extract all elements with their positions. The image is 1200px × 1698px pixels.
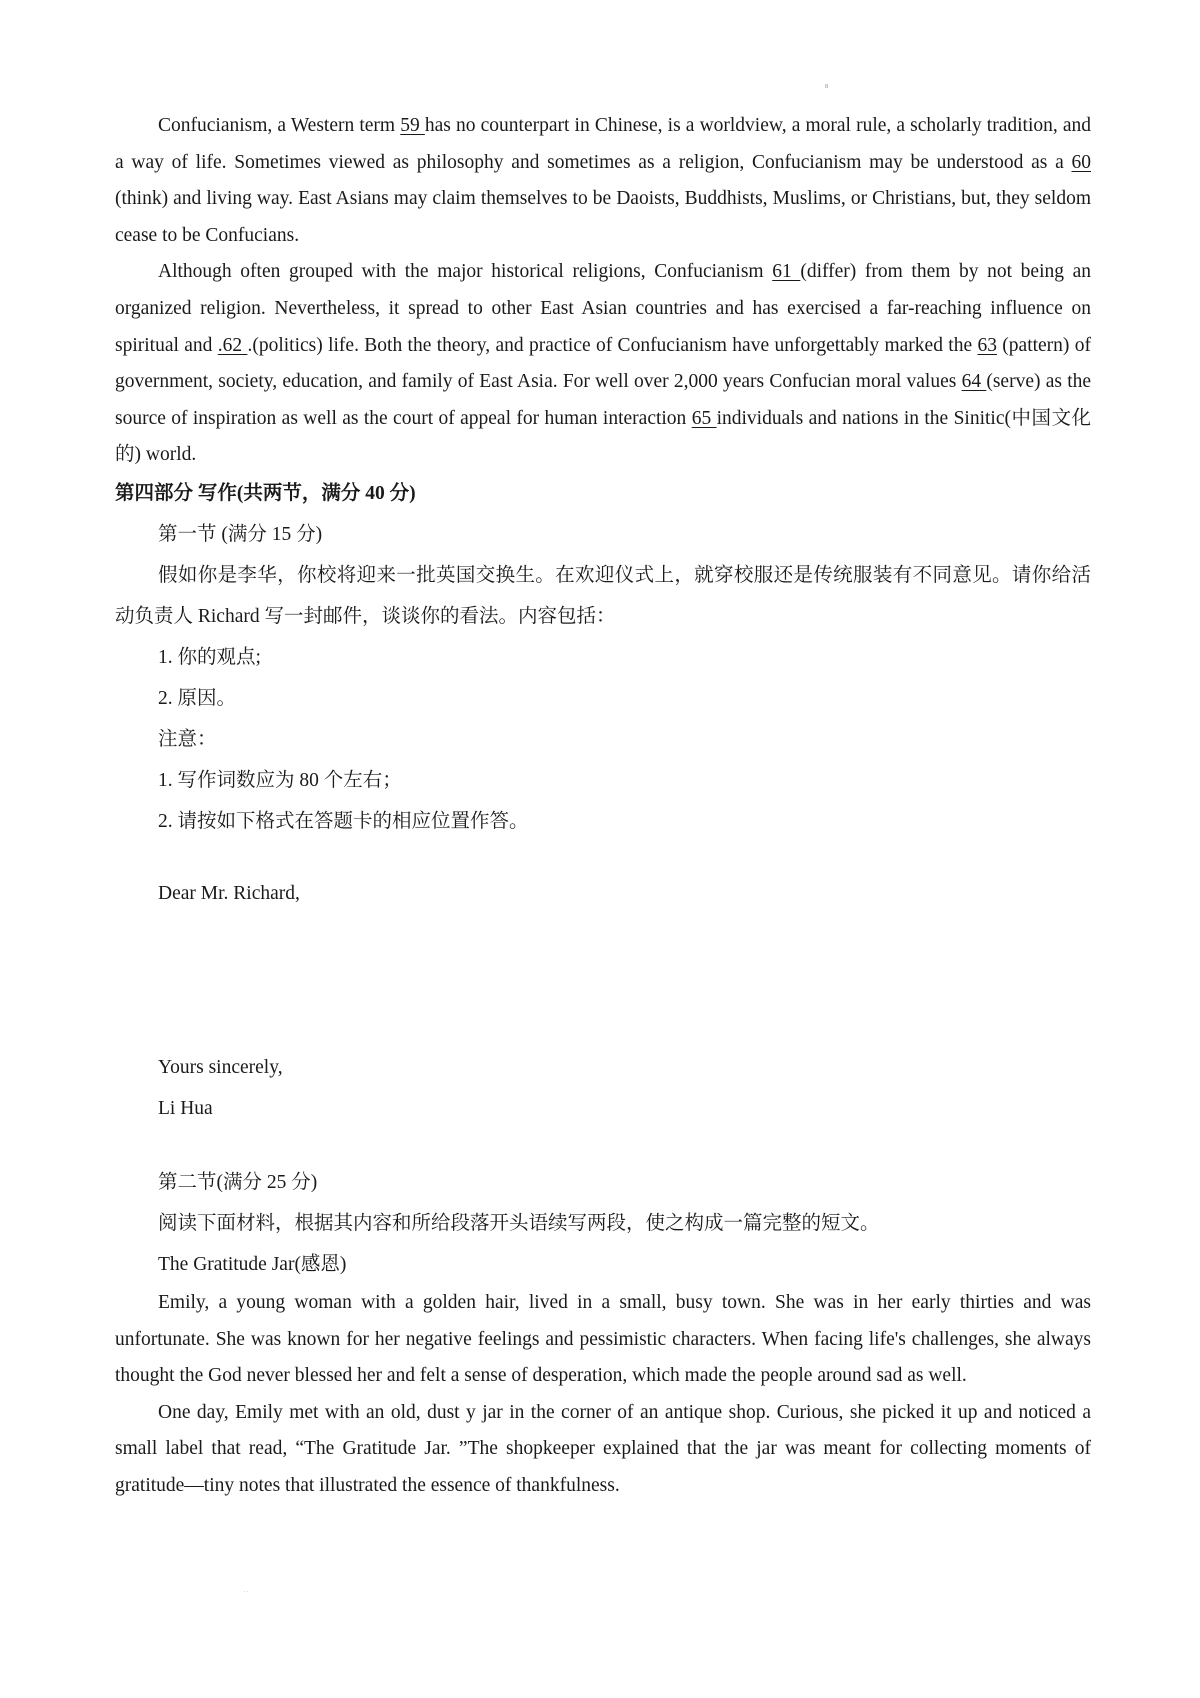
page-mark: 8 <box>825 84 828 90</box>
part2-title: 第二节(满分 25 分) <box>158 1171 318 1193</box>
section-heading: 第四部分 写作(共两节，满分 40 分) <box>115 482 416 504</box>
spacer <box>115 842 1091 873</box>
blank-59[interactable]: 59 <box>400 115 425 136</box>
page-content <box>115 108 1091 1505</box>
note-2: 2. 请按如下格式在答题卡的相应位置作答。 <box>158 810 529 832</box>
blank-61[interactable]: 61 <box>772 261 801 283</box>
part1-item-1: 1. 你的观点; <box>158 646 261 668</box>
blank-64[interactable]: 64 <box>961 371 987 393</box>
part1-item-2: 2. 原因。 <box>158 687 237 709</box>
story-paragraph-1: Emily, a young woman with a golden hair, lived in a small, busy town. She was in her early thirties and was unfortunate. She was known for her negative feelings and pessimistic characters. When facing life's challenges, she always thought the God never blessed her and felt a sense of desperation, which made the people around sad as well. <box>115 1291 1091 1387</box>
blank-62[interactable]: .62 <box>217 334 248 356</box>
part2-prompt: 阅读下面材料，根据其内容和所给段落开头语续写两段，使之构成一篇完整的短文。 <box>158 1212 880 1234</box>
story-paragraph-2: One day, Emily met with an old, dust y jar in the corner of an antique shop. Curious, she picked it up and noticed a small label that read, “The Gratitude Jar. ”The shopkeeper explained that the jar was meant for collecting moments of gratitude—tiny notes that illustrated the essence of thankfulness. <box>115 1401 1091 1496</box>
footer-mark: . . <box>244 1588 249 1594</box>
letter-body-space <box>115 914 1091 1047</box>
part1-title: 第一节 (满分 15 分) <box>158 523 323 545</box>
note-label: 注意： <box>158 728 217 750</box>
blank-65[interactable]: 65 <box>691 407 717 429</box>
letter-closing: Yours sincerely, <box>158 1056 283 1078</box>
blank-60[interactable]: 60 <box>1071 151 1091 173</box>
letter-salutation: Dear Mr. Richard, <box>158 882 300 904</box>
story-title: The Gratitude Jar(感恩) <box>158 1253 347 1275</box>
passage-paragraph-2: Although often grouped with the major historical religions, Confucianism 61 (differ) from them by not being an organized religion. Nevertheless, it spread to other East Asian countries and has exercised a far-reaching influence on spiritual and .62 .(politics) life. Both the theory, and practice of Confucianism have unforgettably marked the 63 (pattern) of government, society, education, and family of East Asia. For well over 2,000 years Confucian moral values 64 (serve) as the source of inspiration as well as the court of appeal for human interaction 65 individuals and nations in the Sinitic(中国文化的) world. <box>115 261 1092 466</box>
letter-signature: Li Hua <box>158 1097 213 1119</box>
blank-63[interactable]: 63 <box>977 334 997 356</box>
spacer <box>115 1129 1091 1162</box>
passage-paragraph-1: Confucianism, a Western term 59 has no counterpart in Chinese, is a worldview, a moral rule, a scholarly tradition, and a way of life. Sometimes viewed as philosophy and sometimes as a religion, Confucianism may be understood as a 60 (think) and living way. East Asians may claim themselves to be Daoists, Buddhists, Muslims, or Christians, but, they seldom cease to be Confucians. <box>115 115 1092 246</box>
note-1: 1. 写作词数应为 80 个左右； <box>158 769 402 791</box>
part1-prompt: 假如你是李华，你校将迎来一批英国交换生。在欢迎仪式上，就穿校服还是传统服装有不同意见。请你给活动负责人 Richard 写一封邮件，谈谈你的看法。内容包括： <box>115 564 1091 627</box>
